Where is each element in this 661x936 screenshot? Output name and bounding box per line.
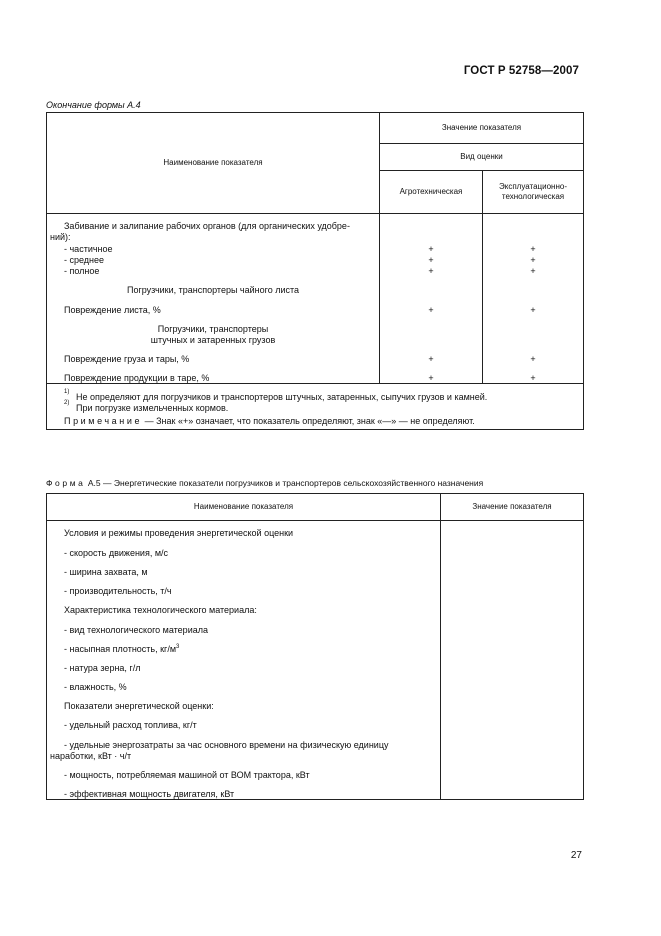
table-note: Примечание — Знак «+» означает, что показатель определяют, знак «—» — не определяют. <box>64 416 475 426</box>
col-indicator-value: Значение показателя <box>441 494 584 521</box>
col-indicator-value: Значение показателя <box>380 113 584 144</box>
row-width: - ширина захвата, м <box>64 567 148 577</box>
col-agrotechnical: Агротехническая <box>380 171 483 214</box>
mark-full-oper: + <box>530 266 536 276</box>
section-piece-cargo: Погрузчики, транспортеры <box>157 324 269 334</box>
operational-cell <box>483 214 584 384</box>
row-full: - полное <box>64 266 100 276</box>
form-a5-title: Форма А.5 — Энергетические показатели погрузчиков и транспортеров сельскохозяйственного назначения <box>46 478 484 488</box>
row-fuel-consumption: - удельный расход топлива, кг/т <box>64 720 197 730</box>
row-energy-indicators: Показатели энергетической оценки: <box>64 701 214 711</box>
row-medium: - среднее <box>64 255 105 265</box>
mark-leaf-agro: + <box>428 305 434 315</box>
row-conditions: Условия и режимы проведения энергетической оценки <box>64 528 294 538</box>
section-tea-leaf: Погрузчики, транспортеры чайного листа <box>126 285 300 295</box>
mark-leaf-oper: + <box>530 305 536 315</box>
row-partial: - частичное <box>64 244 113 254</box>
mark-full-agro: + <box>428 266 434 276</box>
row-productivity: - производительность, т/ч <box>64 586 172 596</box>
mark-medium-oper: + <box>530 255 536 265</box>
row-humidity: - влажность, % <box>64 682 127 692</box>
mark-product-agro: + <box>428 373 434 383</box>
mark-partial-agro: + <box>428 244 434 254</box>
row-material-type: - вид технологического материала <box>64 625 208 635</box>
agrotechnical-cell <box>380 214 483 384</box>
indicator-value-cell <box>441 521 584 800</box>
row-energy-cost-cont: наработки, кВт · ч/т <box>50 751 132 761</box>
mark-cargo-oper: + <box>530 354 536 364</box>
row-material-char: Характеристика технологического материала: <box>64 605 257 615</box>
continuation-caption: Окончание формы А.4 <box>46 100 141 110</box>
form-a4-table <box>46 112 584 430</box>
row-engine-power: - эффективная мощность двигателя, кВт <box>64 789 235 799</box>
col-indicator-name: Наименование показателя <box>47 113 380 214</box>
row-cargo-damage: Повреждение груза и тары, % <box>64 354 190 364</box>
row-clogging: Забивание и залипание рабочих органов (для органических удобре- <box>64 221 350 231</box>
section-piece-cargo-cont: штучных и затаренных грузов <box>150 335 276 345</box>
row-speed: - скорость движения, м/с <box>64 548 169 558</box>
footnote-1: Не определяют для погрузчиков и транспортеров штучных, затаренных, сыпучих грузов и камней. <box>76 392 488 402</box>
footnote-2-mark: 2) <box>64 400 70 406</box>
col-assessment-type: Вид оценки <box>380 144 584 171</box>
col-indicator-name: Наименование показателя <box>47 494 441 521</box>
footnote-1-mark: 1) <box>64 389 70 395</box>
row-energy-cost: - удельные энергозатраты за час основного времени на физическую единицу <box>64 740 389 750</box>
footnote-2: При погрузке измельченных кормов. <box>76 403 229 413</box>
page-number: 27 <box>570 850 582 861</box>
standard-code: ГОСТ Р 52758—2007 <box>463 65 579 77</box>
row-power-pto: - мощность, потребляемая машиной от ВОМ трактора, кВт <box>64 770 310 780</box>
mark-medium-agro: + <box>428 255 434 265</box>
indicator-name-cell <box>47 214 380 384</box>
row-bulk-density: - насыпная плотность, $кг/м^3$ <box>64 644 180 654</box>
row-product-damage: Повреждение продукции в таре, % <box>64 373 210 383</box>
footnotes-cell <box>47 384 584 430</box>
row-leaf-damage: Повреждение листа, % <box>64 305 161 315</box>
form-a5-table <box>46 493 584 800</box>
indicator-name-cell <box>47 521 441 800</box>
row-grain-nature: - натура зерна, г/л <box>64 663 141 673</box>
mark-cargo-agro: + <box>428 354 434 364</box>
mark-partial-oper: + <box>530 244 536 254</box>
col-operational: Эксплуатационно- технологическая <box>483 171 584 214</box>
row-clogging-cont: ний): <box>50 232 71 242</box>
mark-product-oper: + <box>530 373 536 383</box>
